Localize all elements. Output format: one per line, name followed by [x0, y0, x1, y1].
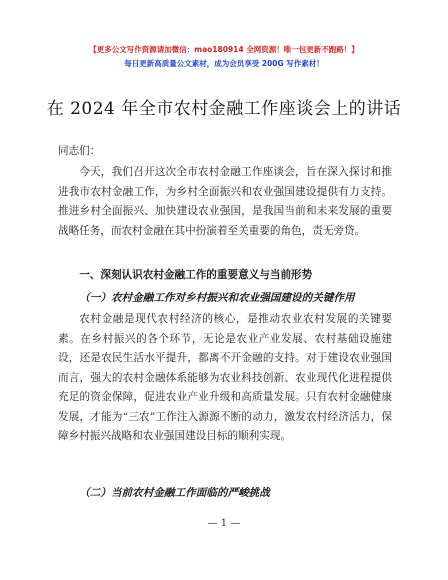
section-1-heading: 一、深刻认识农村金融工作的重要意义与当前形势	[79, 269, 313, 281]
page-number: — 1 —	[207, 518, 241, 529]
intro-paragraph	[58, 163, 392, 241]
promo-banner-line2: 每日更新高质量公文素材，成为会员享受 200G 写作素材！	[124, 59, 324, 68]
subsection-2-heading: （二）当前农村金融工作面临的严峻挑战	[79, 487, 270, 499]
subsection-1-text: 农村金融是现代农村经济的核心，是推动农业农村发展的关键要素。在乡村振兴的各个环节，无论是农业产业发展、农村基础设施建设，还是农民生活水平提升，都离不开金融的支持。对于建设农业强国而言，强大的农村金融体系能够为农业科技创新、农业现代化进程提供充足的资金保障，促进农业产业升级和高质量发展。只有农村金融健康发展，才能为“三农”工作注入源源不断的动力，激发农村经济活力，保障乡村振兴战略和农业强国建设目标的顺利实现。	[58, 313, 392, 442]
intro-text: 今天，我们召开这次全市农村金融工作座谈会，旨在深入探讨和推进我市农村金融工作，为乡村全面振兴和农业强国建设提供有力支持。推进乡村全面振兴、加快建设农业强国，是我国当前和未来发展的重要战略任务，而农村金融在其中扮演着至关重要的角色，责无旁贷。	[58, 166, 392, 237]
document-title: 在 2024 年全市农村金融工作座谈会上的讲话	[46, 99, 402, 119]
subsection-1-body	[58, 310, 392, 447]
subsection-1-heading: （一）农村金融工作对乡村振兴和农业强国建设的关键作用	[79, 292, 355, 304]
promo-banner-line1: 【更多公文写作资源请加微信：mao180914 全网资源！唯一包更新不跑路！】	[89, 45, 359, 54]
salutation: 同志们：	[58, 145, 101, 157]
